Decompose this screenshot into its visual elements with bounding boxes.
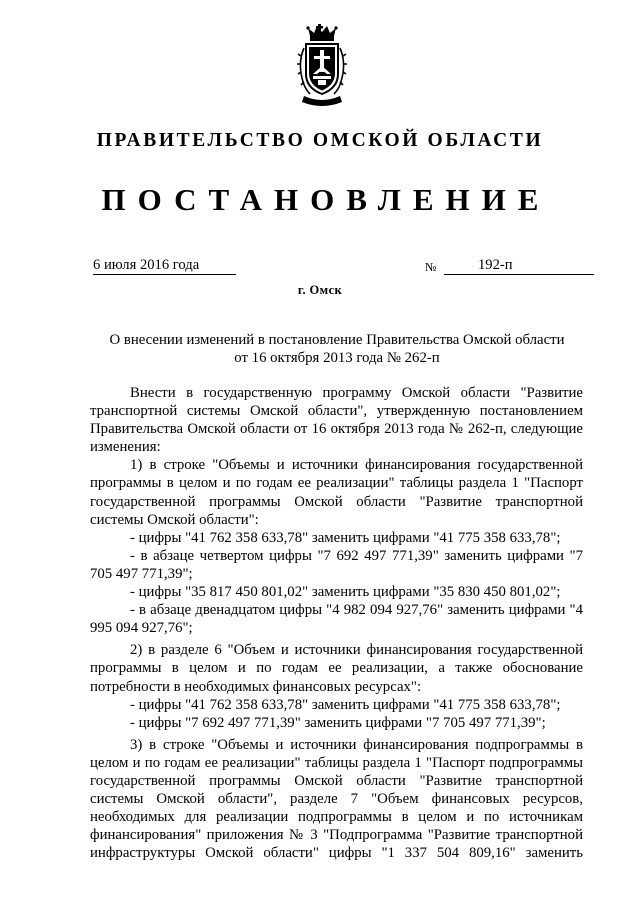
body-paragraph: - в абзаце двенадцатом цифры "4 982 094 927,76" заменить цифрами "4 995 094 927,76"; — [90, 602, 583, 637]
government-title: ПРАВИТЕЛЬСТВО ОМСКОЙ ОБЛАСТИ — [96, 130, 544, 151]
body-paragraph: 2) в разделе 6 "Объем и источники финансирования государственной программы в целом и по годам ее реализации, а также обоснование потребности в необходимых финансовых ресурсах": — [90, 642, 583, 695]
subject-line-1: О внесении изменений в постановление Правительства Омской области — [109, 332, 565, 348]
body-paragraph: - в абзаце четвертом цифры "7 692 497 771,39" заменить цифрами "7 705 497 771,39"; — [90, 547, 583, 582]
city-label: г. Омск — [297, 283, 343, 297]
body-paragraph: - цифры "41 762 358 633,78" заменить цифрами "41 775 358 633,78"; — [130, 529, 561, 546]
subject-line-2: от 16 октября 2013 года № 262-п — [234, 350, 440, 366]
body-paragraph: - цифры "7 692 497 771,39" заменить цифрами "7 705 497 771,39"; — [130, 714, 546, 731]
body-paragraph: - цифры "41 762 358 633,78" заменить цифрами "41 775 358 633,78"; — [130, 696, 561, 713]
coat-of-arms-icon — [296, 22, 348, 108]
body-paragraph: 3) в строке "Объемы и источники финансирования подпрограммы в целом и по годам ее реализации" таблицы раздела 1 "Паспорт подпрограммы государственной программы Омской области "Развитие транспортной системы Омской области", разделе 7 "Объем финансовых ресурсов, необходимых для реализации подпрограммы в целом и по источникам финансирования" приложения № 3 "Подпрограмма "Развитие транспортной инфраструктуры Омской области" цифры "1 337 504 809,16" заменить — [90, 736, 583, 862]
body-paragraph: - цифры "35 817 450 801,02" заменить цифрами "35 830 450 801,02"; — [130, 584, 561, 601]
document-body — [90, 384, 583, 862]
number-sign: № — [425, 260, 437, 274]
body-paragraph: Внести в государственную программу Омской области "Развитие транспортной системы Омской области", утвержденную постановлением Правительства Омской области от 16 октября 2013 года № 262-п, следующие изменения: — [90, 385, 583, 456]
body-paragraph: 1) в строке "Объемы и источники финансирования государственной программы в целом и по годам ее реализации" таблицы раздела 1 "Паспорт государственной программы Омской области "Развитие транспортной системы Омской области": — [90, 457, 583, 528]
document-number: 192-п — [444, 257, 594, 275]
document-type-title: ПОСТАНОВЛЕНИЕ — [101, 182, 551, 217]
document-date: 6 июля 2016 года — [93, 257, 236, 275]
document-subject — [90, 331, 584, 367]
